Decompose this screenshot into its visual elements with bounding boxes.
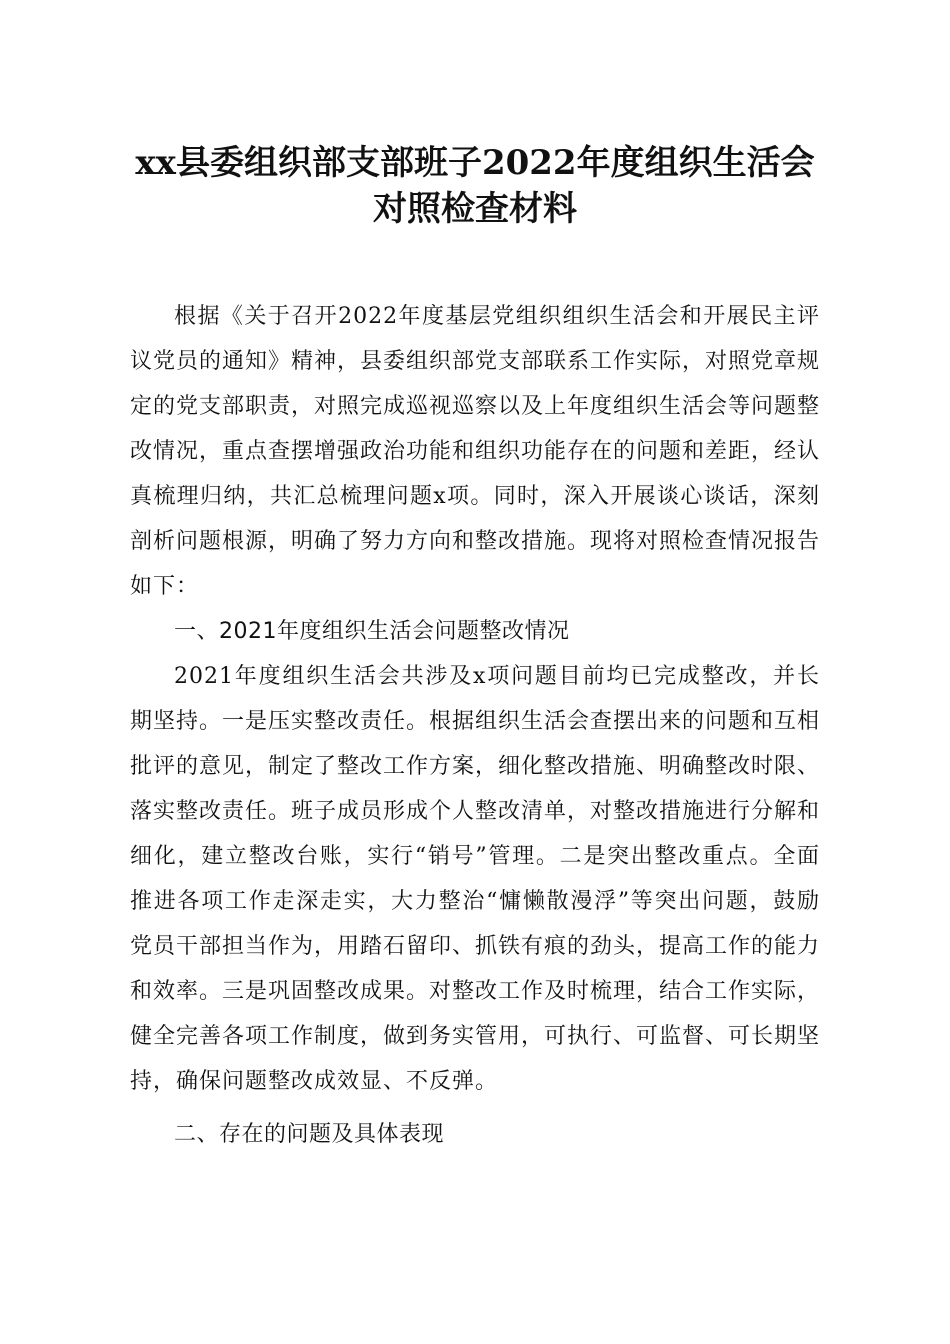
title-line-2: 对照检查材料 <box>373 189 577 229</box>
title-line-1: xx县委组织部支部班子2022年度组织生活会 <box>135 143 815 183</box>
document-title <box>130 140 820 232</box>
document-body <box>130 294 820 1157</box>
section-2-heading: 二、存在的问题及具体表现 <box>174 1122 445 1147</box>
intro-paragraph: 根据《关于召开2022年度基层党组织组织生活会和开展民主评议党员的通知》精神，县委组织部党支部联系工作实际，对照党章规定的党支部职责，对照完成巡视巡察以及上年度组织生活会等问题整改情况，重点查摆增强政治功能和组织功能存在的问题和差距，经认真梳理归纳，共汇总梳理问题x项。同时，深入开展谈心谈话，深刻剖析问题根源，明确了努力方向和整改措施。现将对照检查情况报告如下： <box>130 304 821 599</box>
section-1-paragraph: 2021年度组织生活会共涉及x项问题目前均已完成整改，并长期坚持。一是压实整改责任。根据组织生活会查摆出来的问题和互相批评的意见，制定了整改工作方案，细化整改措施、明确整改时限、落实整改责任。班子成员形成个人整改清单，对整改措施进行分解和细化，建立整改台账，实行“销号”管理。二是突出整改重点。全面推进各项工作走深走实，大力整治“慵懒散漫浮”等突出问题，鼓励党员干部担当作为，用踏石留印、抓铁有痕的劲头，提高工作的能力和效率。三是巩固整改成果。对整改工作及时梳理，结合工作实际，健全完善各项工作制度，做到务实管用，可执行、可监督、可长期坚持，确保问题整改成效显、不反弹。 <box>130 664 821 1094</box>
section-1-heading: 一、2021年度组织生活会问题整改情况 <box>174 619 570 644</box>
